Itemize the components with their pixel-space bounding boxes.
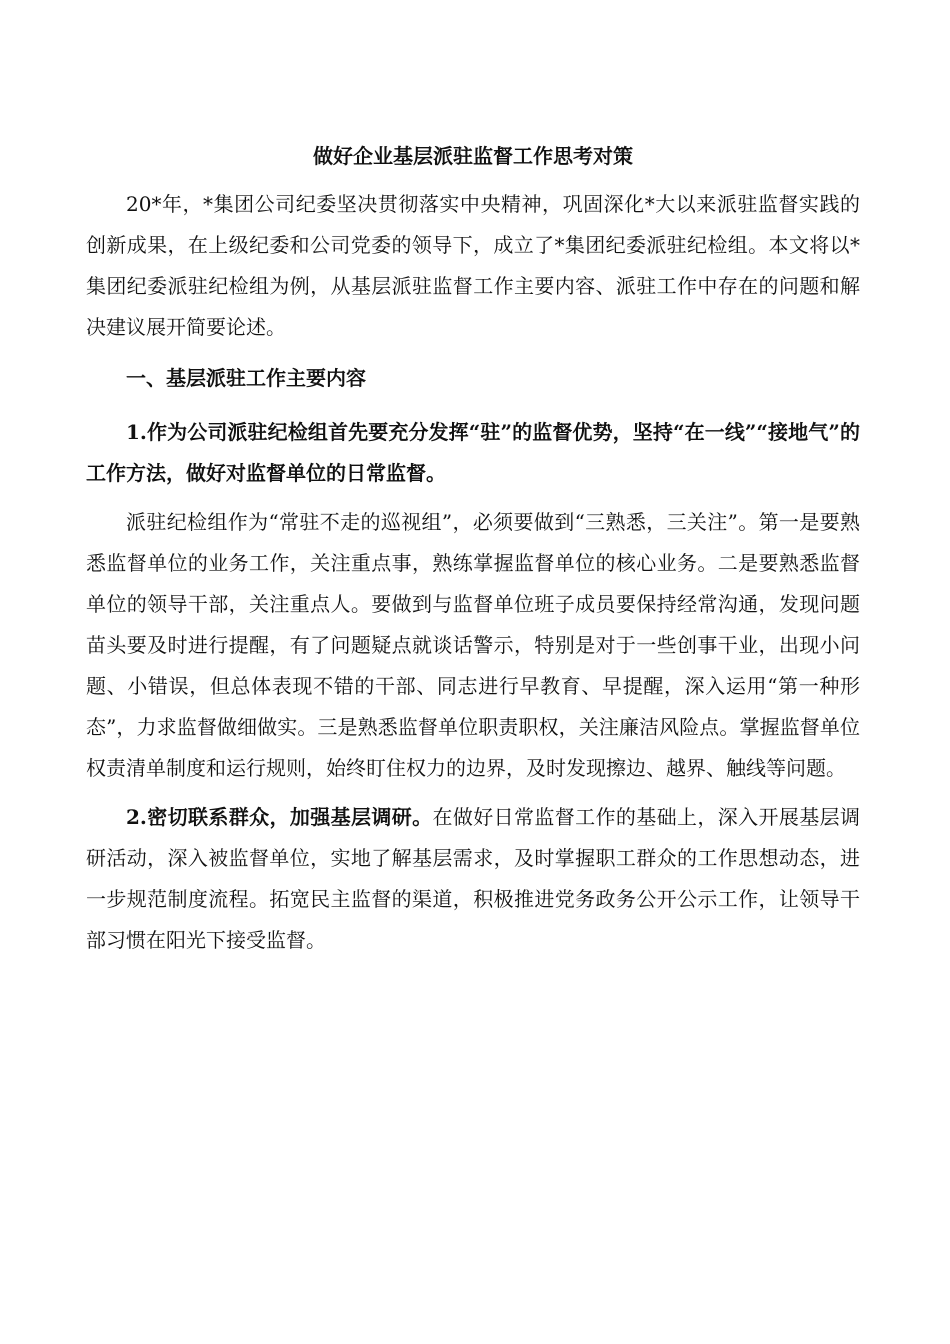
- section-heading-1: 一、基层派驻工作主要内容: [126, 366, 366, 390]
- item-2-heading: 2.密切联系群众，加强基层调研。: [126, 805, 433, 829]
- document-page: [86, 140, 860, 969]
- item-1-heading: 1.作为公司派驻纪检组首先要充分发挥“驻”的监督优势，坚持“在一线”“接地气”的工作方法，做好对监督单位的日常监督。: [86, 420, 860, 485]
- item-2-body: 在做好日常监督工作的基础上，深入开展基层调研活动，深入被监督单位，实地了解基层需求，及时掌握职工群众的工作思想动态，进一步规范制度流程。拓宽民主监督的渠道，积极推进党务政务公开公示工作，让领导干部习惯在阳光下接受监督。: [86, 805, 860, 952]
- intro-paragraph: 20*年，*集团公司纪委坚决贯彻落实中央精神，巩固深化*大以来派驻监督实践的创新成果，在上级纪委和公司党委的领导下，成立了*集团纪委派驻纪检组。本文将以*集团纪委派驻纪检组为例，从基层派驻监督工作主要内容、派驻工作中存在的问题和解决建议展开简要论述。: [86, 192, 860, 339]
- document-title: 做好企业基层派驻监督工作思考对策: [313, 144, 633, 168]
- item-1-body: 派驻纪检组作为“常驻不走的巡视组”，必须要做到“三熟悉，三关注”。第一是要熟悉监督单位的业务工作，关注重点事，熟练掌握监督单位的核心业务。二是要熟悉监督单位的领导干部，关注重点人。要做到与监督单位班子成员要保持经常沟通，发现问题苗头要及时进行提醒，有了问题疑点就谈话警示，特别是对于一些创事干业，出现小问题、小错误，但总体表现不错的干部、同志进行早教育、早提醒，深入运用“第一种形态”，力求监督做细做实。三是熟悉监督单位职责职权，关注廉洁风险点。掌握监督单位权责清单制度和运行规则，始终盯住权力的边界，及时发现擦边、越界、触线等问题。: [86, 510, 860, 780]
- item-2-paragraph: [86, 797, 860, 961]
